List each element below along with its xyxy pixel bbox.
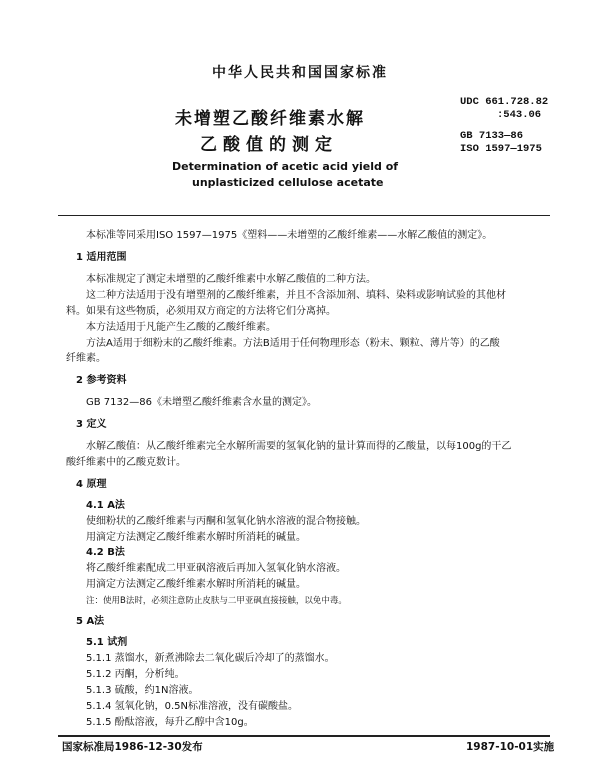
implementation-date: 1987-10-01实施 [466,741,555,753]
footer-divider [58,735,550,737]
intro-paragraph: 本标准等同采用ISO 1597—1975《塑料——未增塑的乙酸纤维素——水解乙酸值的测定》。 [86,230,493,241]
section-5-heading: 5 A法 [76,616,105,627]
gb-code: GB 7133—86 [460,130,524,142]
section-1-heading: 1 适用范围 [76,252,127,263]
approval-date: 国家标准局1986-12-30发布 [62,741,203,753]
title-chinese-line-1: 未增塑乙酸纤维素水解 [175,109,365,129]
section-1-paragraph-4a: 方法A适用于细粉末的乙酸纤维素。方法B适用于任何物理形态（粉末、颗粒、薄片等）的乙酸 [86,338,500,349]
section-3-paragraph-1a: 水解乙酸值：从乙酸纤维素完全水解所需要的氢氧化钠的量计算而得的乙酸量，以每100g的干乙 [86,441,512,452]
section-1-paragraph-2a: 这二种方法适用于没有增塑剂的乙酸纤维素，并且不含添加剂、填料、染料或影响试验的其他材 [86,290,506,301]
section-2-paragraph-1: GB 7132—86《未增塑乙酸纤维素含水量的测定》。 [86,397,317,408]
section-4-1-paragraph-1: 使细粉状的乙酸纤维素与丙酮和氢氧化钠水溶液的混合物接触。 [86,516,366,527]
section-3-heading: 3 定义 [76,419,107,430]
section-5-1-2-item: 5.1.2 丙酮，分析纯。 [86,669,185,680]
header-divider [58,215,550,216]
title-english-line-2: unplasticized cellulose acetate [192,176,384,189]
section-1-paragraph-3: 本方法适用于凡能产生乙酸的乙酸纤维素。 [86,322,276,333]
section-5-1-3-item: 5.1.3 硫酸，约1N溶液。 [86,685,199,696]
section-4-2-heading: 4.2 B法 [86,547,125,558]
section-4-heading: 4 原理 [76,479,107,490]
udc-code-suffix: :543.06 [497,109,542,121]
section-4-2-paragraph-1: 将乙酸纤维素配成二甲亚砜溶液后再加入氢氧化钠水溶液。 [86,563,346,574]
national-standard-label: 中华人民共和国国家标准 [212,65,388,81]
section-4-note: 注：使用B法时，必须注意防止皮肤与二甲亚砜直接接触，以免中毒。 [86,596,347,606]
section-5-1-4-item: 5.1.4 氢氧化钠，0.5N标准溶液，没有碳酸盐。 [86,701,299,712]
section-1-paragraph-1: 本标准规定了测定未增塑的乙酸纤维素中水解乙酸值的二种方法。 [86,274,376,285]
section-3-paragraph-1b: 酸纤维素中的乙酸克数计。 [66,457,186,468]
title-english-line-1: Determination of acetic acid yield of [172,160,399,173]
section-2-heading: 2 参考资料 [76,375,127,386]
section-5-1-heading: 5.1 试剂 [86,637,128,648]
section-1-paragraph-4b: 纤维素。 [66,353,106,364]
section-1-paragraph-2b: 料。如果有这些物质，必须用双方商定的方法将它们分离掉。 [66,306,336,317]
section-4-2-paragraph-2: 用滴定方法测定乙酸纤维素水解时所消耗的碱量。 [86,579,306,590]
section-5-1-1-item: 5.1.1 蒸馏水，新煮沸除去二氧化碳后冷却了的蒸馏水。 [86,653,335,664]
section-4-1-paragraph-2: 用滴定方法测定乙酸纤维素水解时所消耗的碱量。 [86,532,306,543]
section-5-1-5-item: 5.1.5 酚酞溶液，每升乙醇中含10g。 [86,717,254,728]
title-chinese-line-2: 乙酸值的测定 [200,135,338,155]
section-4-1-heading: 4.1 A法 [86,500,125,511]
iso-code: ISO 1597—1975 [460,143,542,155]
udc-code: UDC 661.728.82 [460,96,549,108]
